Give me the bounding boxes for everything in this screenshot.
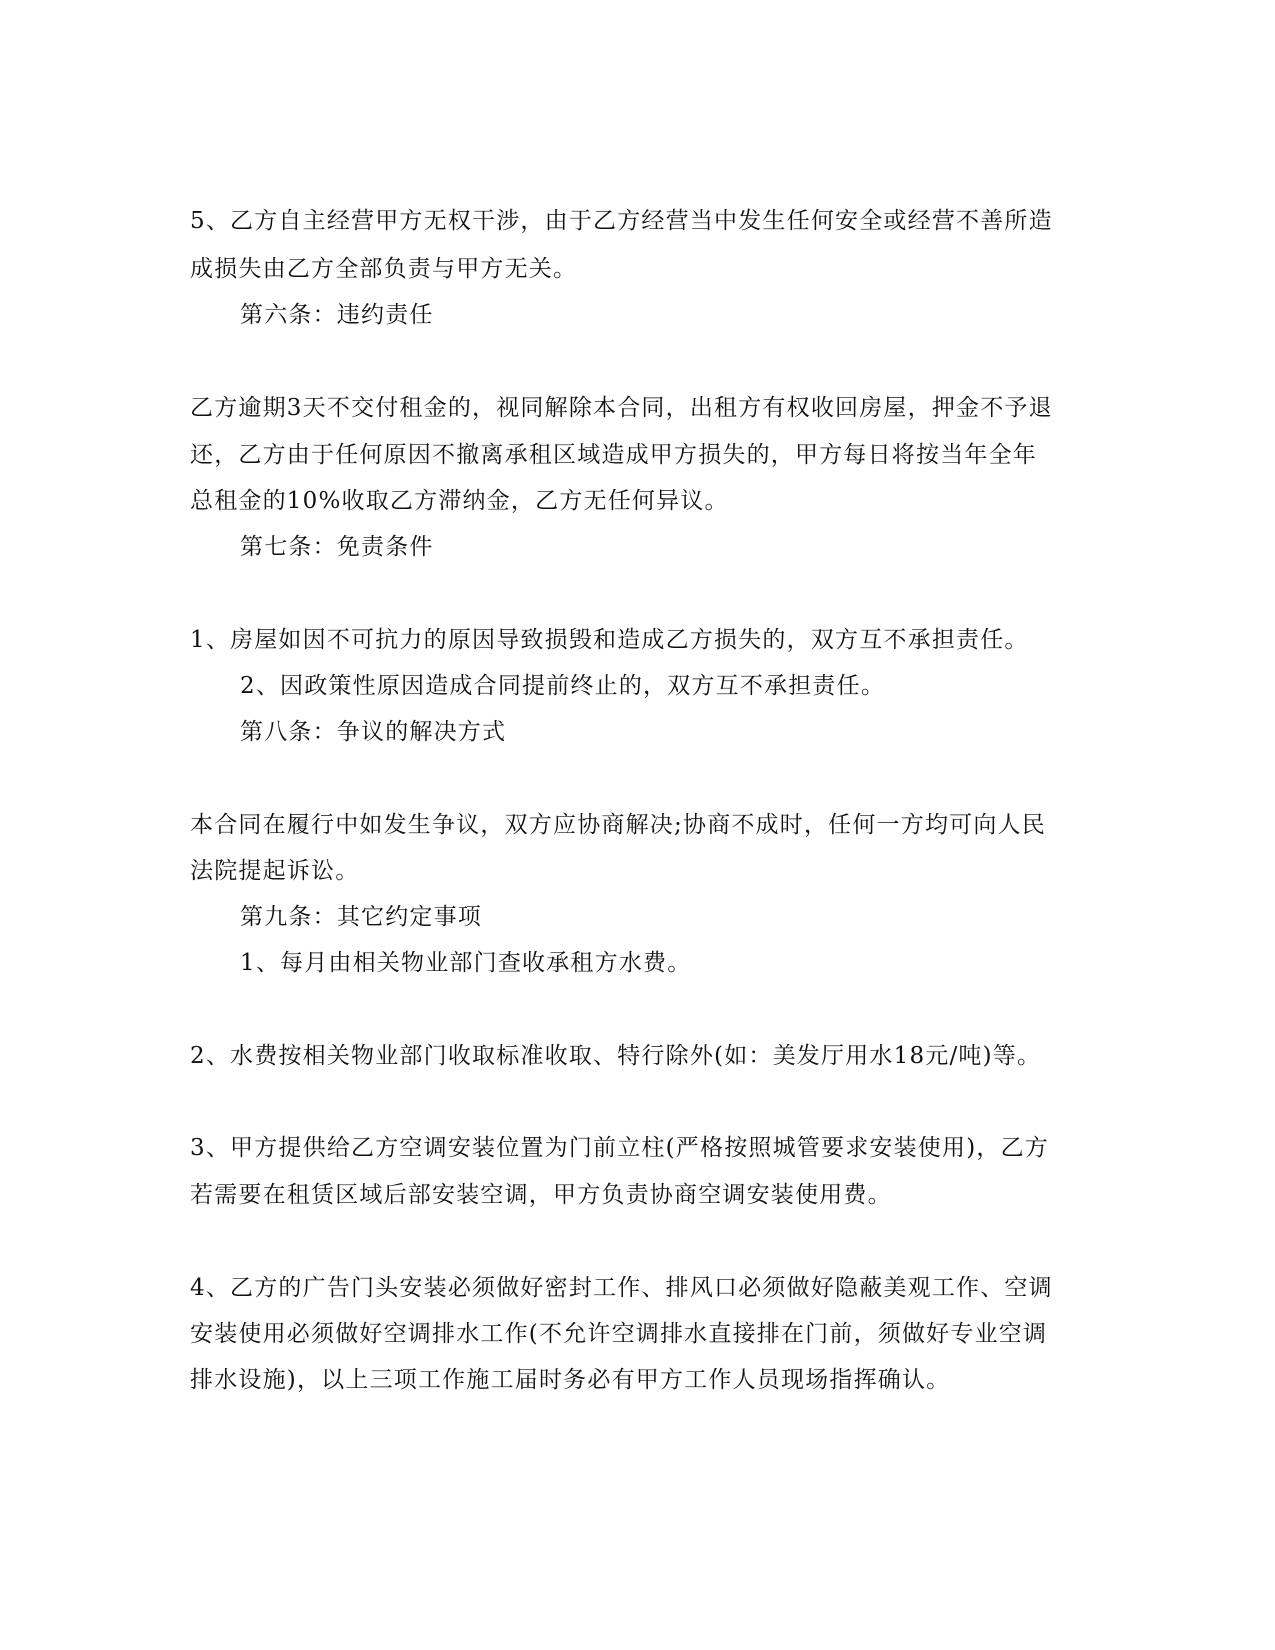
section-heading: 第八条：争议的解决方式 xyxy=(240,719,507,745)
paragraph-line: 乙方逾期3天不交付租金的，视同解除本合同，出租方有权收回房屋，押金不予退 xyxy=(190,395,1053,421)
section-heading: 第九条：其它约定事项 xyxy=(240,904,482,930)
paragraph-line: 5、乙方自主经营甲方无权干涉，由于乙方经营当中发生任何安全或经营不善所造 xyxy=(190,208,1053,234)
paragraph-line: 若需要在租赁区域后部安装空调，甲方负责协商空调安装使用费。 xyxy=(190,1182,892,1208)
paragraph-line: 4、乙方的广告门头安装必须做好密封工作、排风口必须做好隐蔽美观工作、空调 xyxy=(190,1275,1053,1301)
paragraph-line: 3、甲方提供给乙方空调安装位置为门前立柱(严格按照城管要求安装使用)，乙方 xyxy=(190,1135,1049,1161)
paragraph-line: 2、因政策性原因造成合同提前终止的，双方互不承担责任。 xyxy=(240,673,886,699)
paragraph-line: 本合同在履行中如发生争议，双方应协商解决;协商不成时，任何一方均可向人民 xyxy=(190,812,1046,838)
section-heading: 第七条：免责条件 xyxy=(240,534,434,560)
paragraph-line: 成损失由乙方全部负责与甲方无关。 xyxy=(190,256,578,282)
paragraph-line: 1、房屋如因不可抗力的原因导致损毁和造成乙方损失的，双方互不承担责任。 xyxy=(190,627,1029,653)
paragraph-line: 1、每月由相关物业部门查收承租方水费。 xyxy=(240,950,692,976)
paragraph-line: 排水设施)，以上三项工作施工届时务必有甲方工作人员现场指挥确认。 xyxy=(190,1367,951,1393)
paragraph-line: 总租金的10%收取乙方滞纳金，乙方无任何异议。 xyxy=(190,488,729,514)
section-heading: 第六条：违约责任 xyxy=(240,302,434,328)
paragraph-line: 还，乙方由于任何原因不撤离承租区域造成甲方损失的，甲方每日将按当年全年 xyxy=(190,442,1037,468)
paragraph-line: 法院提起诉讼。 xyxy=(190,858,360,884)
paragraph-line: 2、水费按相关物业部门收取标准收取、特行除外(如：美发厅用水18元/吨)等。 xyxy=(190,1043,1042,1069)
paragraph-line: 安装使用必须做好空调排水工作(不允许空调排水直接排在门前，须做好专业空调 xyxy=(190,1321,1048,1347)
